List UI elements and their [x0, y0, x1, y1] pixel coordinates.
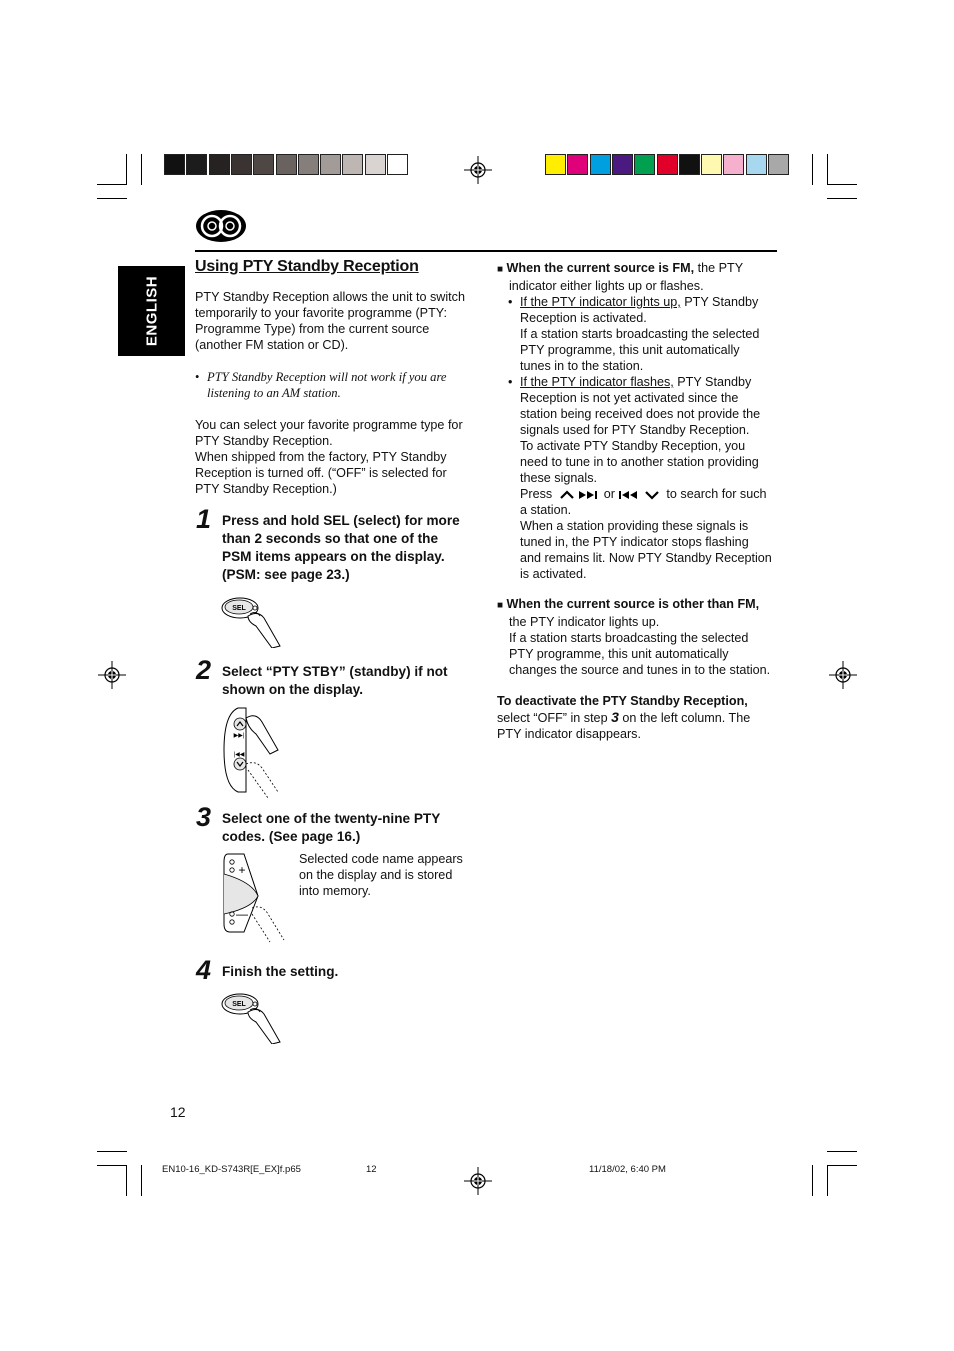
footer-timestamp: 11/18/02, 6:40 PM: [589, 1164, 666, 1175]
sel-button-press-illustration: [218, 592, 288, 648]
language-tab: [118, 266, 185, 356]
color-swatch: [590, 154, 611, 175]
svg-text:|◀◀: |◀◀: [233, 752, 245, 758]
list-bullet: •: [508, 375, 513, 389]
footer-page: 12: [366, 1164, 377, 1175]
svg-text:+: +: [238, 863, 246, 877]
footer-filename: EN10-16_KD-S743R[E_EX]f.p65: [162, 1164, 301, 1175]
sel-button-press-illustration: [218, 988, 288, 1044]
prev-track-icon: [618, 490, 640, 500]
list-bullet: •: [508, 295, 513, 309]
grayscale-swatch: [298, 154, 319, 175]
step-1-text: Press and hold SEL (select) for more than 2 seconds so that one of the PSM items appears on the display. (PSM: see page 23.): [222, 513, 460, 582]
color-swatch: [567, 154, 588, 175]
grayscale-swatch: [276, 154, 297, 175]
crop-mark: [126, 154, 127, 185]
crop-mark: [97, 198, 127, 199]
crop-mark: [126, 1165, 127, 1196]
sel-button-label: SEL: [232, 605, 246, 612]
step-number: 2: [196, 655, 212, 685]
plus-minus-button-illustration: [222, 852, 288, 944]
color-swatch: [746, 154, 767, 175]
svg-text:—: —: [236, 907, 248, 921]
grayscale-swatch: [342, 154, 363, 175]
crop-mark: [827, 1165, 857, 1166]
up-down-button-illustration: [222, 706, 286, 798]
svg-text:▶▶|: ▶▶|: [233, 733, 245, 739]
step-3-note: Selected code name appears on the display and is stored into memory.: [299, 852, 463, 898]
step-number: 3: [196, 802, 212, 832]
color-swatch: [701, 154, 722, 175]
fm-source-section: ■ When the current source is FM, the PTY indicator either lights up or flashes. • If the PTY indicator lights up, PTY Standby Reception is activated. If a station starts broadcasting the selected PTY programme, this unit automatically tunes in to the station. • If the PTY indicator flashes, PTY Standby Reception is not yet activated since the station being received does not provide the signals used for PTY Standby Reception. To activate PTY Standby Reception, you need to tune in to another station providing these signals. Press or to search for such a station. When a station providing these signals is tuned in, the PTY indicator stops flashing and remains lit. Now PTY Standby Reception is activated.: [497, 260, 787, 582]
grayscale-swatch: [365, 154, 386, 175]
section-rule: [195, 250, 777, 252]
step-2-text: Select “PTY STBY” (standby) if not shown on the display.: [222, 664, 448, 697]
crop-mark: [812, 154, 813, 185]
step-3-text: Select one of the twenty-nine PTY codes. (See page 16.): [222, 811, 441, 844]
grayscale-swatch: [209, 154, 230, 175]
step-number: 4: [196, 955, 212, 985]
crop-mark: [827, 1151, 857, 1152]
square-bullet: ■: [497, 264, 504, 275]
next-track-icon: [578, 490, 600, 500]
registration-mark-icon: [97, 660, 127, 690]
crop-mark: [141, 154, 142, 185]
language-label: ENGLISH: [143, 275, 160, 347]
registration-mark-icon: [463, 1166, 493, 1196]
chevron-down-icon: [644, 490, 660, 500]
page-title: Using PTY Standby Reception: [195, 258, 419, 275]
chevron-up-icon: [559, 490, 575, 500]
intro-paragraph: PTY Standby Reception allows the unit to switch temporarily to your favorite programme (PTY: Programme Type) from the current source (another FM station or CD).: [195, 290, 465, 352]
step-number: 1: [196, 504, 212, 534]
color-swatch: [768, 154, 789, 175]
sel-button-label: SEL: [232, 1001, 246, 1008]
color-swatch: [679, 154, 700, 175]
crop-mark: [97, 184, 127, 185]
deactivate-section: To deactivate the PTY Standby Reception, select “OFF” in step 3 on the left column. The PTY indicator disappears.: [497, 694, 751, 741]
crop-mark: [97, 1165, 127, 1166]
color-swatch: [545, 154, 566, 175]
am-note: • PTY Standby Reception will not work if you are listening to an AM station.: [195, 370, 447, 400]
crop-mark: [812, 1165, 813, 1196]
grayscale-swatch: [231, 154, 252, 175]
crop-mark: [827, 198, 857, 199]
other-source-section: ■ When the current source is other than FM, the PTY indicator lights up. If a station starts broadcasting the selected PTY programme, this unit automatically changes the source and tunes in to the station.: [497, 597, 771, 677]
grayscale-swatch: [164, 154, 185, 175]
grayscale-swatch: [320, 154, 341, 175]
registration-mark-icon: [463, 155, 493, 185]
color-swatch: [657, 154, 678, 175]
press-instruction: Press or to search for such: [520, 487, 767, 501]
crop-mark: [827, 154, 828, 185]
page-number: 12: [170, 1104, 186, 1120]
crop-mark: [827, 1165, 828, 1196]
note-bullet: •: [195, 370, 200, 384]
grayscale-swatch: [387, 154, 408, 175]
registration-mark-icon: [828, 660, 858, 690]
color-swatch: [612, 154, 633, 175]
square-bullet: ■: [497, 600, 504, 611]
grayscale-swatch: [186, 154, 207, 175]
crop-mark: [141, 1165, 142, 1196]
factory-setting-paragraph: You can select your favorite programme type for PTY Standby Reception. When shipped from the factory, PTY Standby Reception is turned off. (“OFF” is selected for PTY Standby Reception.): [195, 418, 463, 496]
grayscale-swatch: [253, 154, 274, 175]
step-4-text: Finish the setting.: [222, 964, 339, 979]
crop-mark: [97, 1151, 127, 1152]
color-swatch: [723, 154, 744, 175]
color-swatch: [634, 154, 655, 175]
section-logo-icon: [195, 209, 247, 243]
crop-mark: [827, 184, 857, 185]
